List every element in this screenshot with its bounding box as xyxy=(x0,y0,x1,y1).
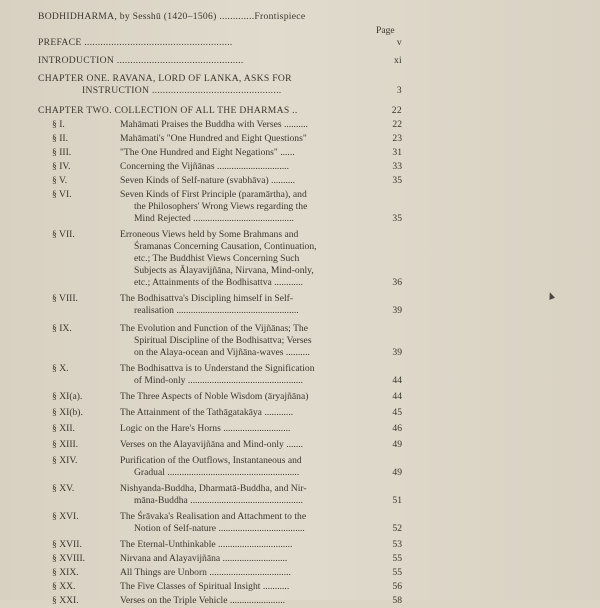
toc-text: Erroneous Views held by Some Brahmans and xyxy=(120,229,299,240)
toc-text: The Attainment of the Tathāgatakāya ............ xyxy=(120,407,294,418)
toc-section-row xyxy=(0,580,600,594)
toc-text: The Bodhisattva's Discipling himself in Self- xyxy=(120,293,294,304)
toc-text: Verses on the Triple Vehicle ....................... xyxy=(120,595,286,606)
toc-page-number: v xyxy=(396,37,402,48)
toc-line-introduction xyxy=(0,54,600,68)
toc-page-number: 36 xyxy=(392,277,402,288)
section-number: § IV. xyxy=(52,161,71,172)
section-number: § XVI. xyxy=(52,511,79,522)
toc-page-number: 55 xyxy=(392,553,402,564)
toc-section-row xyxy=(0,422,600,436)
toc-page-number: 51 xyxy=(392,495,402,506)
toc-section-row xyxy=(0,390,600,404)
toc-text: Gradual ....................................................... xyxy=(134,467,300,478)
toc-page-number: 44 xyxy=(392,375,402,386)
toc-page-number: 58 xyxy=(392,595,402,606)
toc-section-row xyxy=(0,160,600,174)
toc-section-continuation xyxy=(0,494,600,508)
toc-section-row xyxy=(0,132,600,146)
toc-section-row xyxy=(0,174,600,188)
toc-page-number: 22 xyxy=(391,105,402,116)
toc-text: etc.; Attainments of the Bodhisattva ............ xyxy=(134,277,303,288)
toc-text: The Five Classes of Spiritual Insight ........... xyxy=(120,581,290,592)
toc-page-number: 35 xyxy=(392,175,402,186)
toc-page-number: 22 xyxy=(392,119,402,130)
toc-text: Verses on the Alayavijñāna and Mind-only ....... xyxy=(120,439,304,450)
toc-section-row xyxy=(0,118,600,132)
toc-text: Mahāmati Praises the Buddha with Verses .......... xyxy=(120,119,308,130)
toc-page-number: 56 xyxy=(392,581,402,592)
toc-section-continuation xyxy=(0,212,600,226)
toc-page-number: 39 xyxy=(392,305,402,316)
toc-text: BODHIDHARMA, by Sesshū (1420–1506) .............Frontispiece xyxy=(38,11,306,22)
toc-section-continuation xyxy=(0,522,600,536)
toc-text: Spiritual Discipline of the Bodhisattva; Verses xyxy=(134,335,312,346)
toc-text: Purification of the Outflows, Instantaneous and xyxy=(120,455,302,466)
toc-section-row xyxy=(0,406,600,420)
toc-text: realisation ................................................... xyxy=(134,305,299,316)
toc-page-number: 33 xyxy=(392,161,402,172)
toc-text: The Eternal-Unthinkable ............................... xyxy=(120,539,293,550)
toc-text: Nishyanda-Buddha, Dharmatā-Buddha, and Nir- xyxy=(120,483,307,494)
section-number: § VIII. xyxy=(52,293,78,304)
section-number: § XIII. xyxy=(52,439,79,450)
toc-text: Mahāmati's "One Hundred and Eight Questions" xyxy=(120,133,307,144)
toc-text: Nirvana and Alayavijñāna ........................... xyxy=(120,553,288,564)
toc-page-number: 3 xyxy=(396,85,402,96)
toc-line-preface xyxy=(0,36,600,50)
toc-page-number: xi xyxy=(393,55,402,66)
section-number: § XXI. xyxy=(52,595,79,606)
toc-text: "The One Hundred and Eight Negations" ...... xyxy=(120,147,295,158)
toc-line-chapter-two xyxy=(0,104,600,118)
toc-text: Logic on the Hare's Horns ............................ xyxy=(120,423,291,434)
toc-line-chapter-one-cont xyxy=(0,84,600,98)
toc-page-number: 53 xyxy=(392,539,402,550)
toc-text: on the Alaya-ocean and Vijñāna-waves .......... xyxy=(134,347,310,358)
toc-page-number: 31 xyxy=(392,147,402,158)
toc-section-continuation xyxy=(0,466,600,480)
page-column-label: Page xyxy=(376,25,395,36)
toc-text: The Bodhisattva is to Understand the Signification xyxy=(120,363,315,374)
toc-text: Subjects as Ālayavijñāna, Nirvana, Mind-only, xyxy=(134,265,314,276)
section-number: § X. xyxy=(52,363,69,374)
toc-page-number: 35 xyxy=(392,213,402,224)
toc-text: INSTRUCTION ................................................ xyxy=(82,85,282,96)
toc-line-frontispiece xyxy=(0,10,600,24)
section-number: § XV. xyxy=(52,483,75,494)
toc-text: etc.; The Buddhist Views Concerning Such xyxy=(134,253,300,264)
toc-text: the Philosophers' Wrong Views regarding the xyxy=(134,201,308,212)
toc-page-number: 23 xyxy=(392,133,402,144)
toc-section-row xyxy=(0,594,600,608)
section-number: § XX. xyxy=(52,581,76,592)
toc-section-row xyxy=(0,538,600,552)
toc-text: Mind Rejected .......................................... xyxy=(134,213,294,224)
section-number: § VI. xyxy=(52,189,72,200)
toc-text: Seven Kinds of First Principle (paramārtha), and xyxy=(120,189,307,200)
toc-section-row xyxy=(0,566,600,580)
section-number: § XIX. xyxy=(52,567,79,578)
toc-text: of Mind-only ................................................ xyxy=(134,375,303,386)
toc-text: Śramanas Concerning Causation, Continuation, xyxy=(134,241,317,252)
toc-section-continuation xyxy=(0,276,600,290)
toc-page-number: 39 xyxy=(392,347,402,358)
toc-text: PREFACE ....................................................... xyxy=(38,37,233,48)
section-number: § XVIII. xyxy=(52,553,86,564)
section-number: § XIV. xyxy=(52,455,78,466)
toc-text: Notion of Self-nature .................................... xyxy=(134,523,305,534)
toc-text: The Three Aspects of Noble Wisdom (āryajñāna) xyxy=(120,391,309,402)
toc-section-continuation xyxy=(0,346,600,360)
toc-section-row xyxy=(0,438,600,452)
toc-text: Seven Kinds of Self-nature (svabhāva) .......... xyxy=(120,175,296,186)
section-number: § XVII. xyxy=(52,539,82,550)
toc-section-continuation xyxy=(0,304,600,318)
section-number: § XI(b). xyxy=(52,407,83,418)
section-number: § V. xyxy=(52,175,68,186)
section-number: § III. xyxy=(52,147,72,158)
section-number: § IX. xyxy=(52,323,72,334)
toc-text: The Śrāvaka's Realisation and Attachment to the xyxy=(120,511,307,522)
section-number: § XII. xyxy=(52,423,75,434)
toc-section-row xyxy=(0,146,600,160)
toc-page-number: 52 xyxy=(392,523,402,534)
section-number: § XI(a). xyxy=(52,391,83,402)
toc-text: māna-Buddha ............................................... xyxy=(134,495,303,506)
toc-text: INTRODUCTION ............................................... xyxy=(38,55,244,66)
toc-section-continuation xyxy=(0,374,600,388)
toc-page-number: 55 xyxy=(392,567,402,578)
toc-page-number: 49 xyxy=(392,467,402,478)
toc-page-number: 49 xyxy=(392,439,402,450)
section-number: § I. xyxy=(52,119,65,130)
toc-page-number: 44 xyxy=(392,391,402,402)
toc-text: CHAPTER ONE. RAVANA, LORD OF LANKA, ASKS FOR xyxy=(38,73,292,84)
toc-text: The Evolution and Function of the Vijñānas; The xyxy=(120,323,308,334)
toc-text: Concerning the Vijñānas .............................. xyxy=(120,161,289,172)
toc-text: CHAPTER TWO. COLLECTION OF ALL THE DHARMAS .. xyxy=(38,105,298,116)
section-number: § II. xyxy=(52,133,68,144)
toc-page-number: 45 xyxy=(392,407,402,418)
toc-page-number: 46 xyxy=(392,423,402,434)
toc-section-row xyxy=(0,552,600,566)
section-number: § VII. xyxy=(52,229,75,240)
toc-text: All Things are Unborn .................................. xyxy=(120,567,291,578)
